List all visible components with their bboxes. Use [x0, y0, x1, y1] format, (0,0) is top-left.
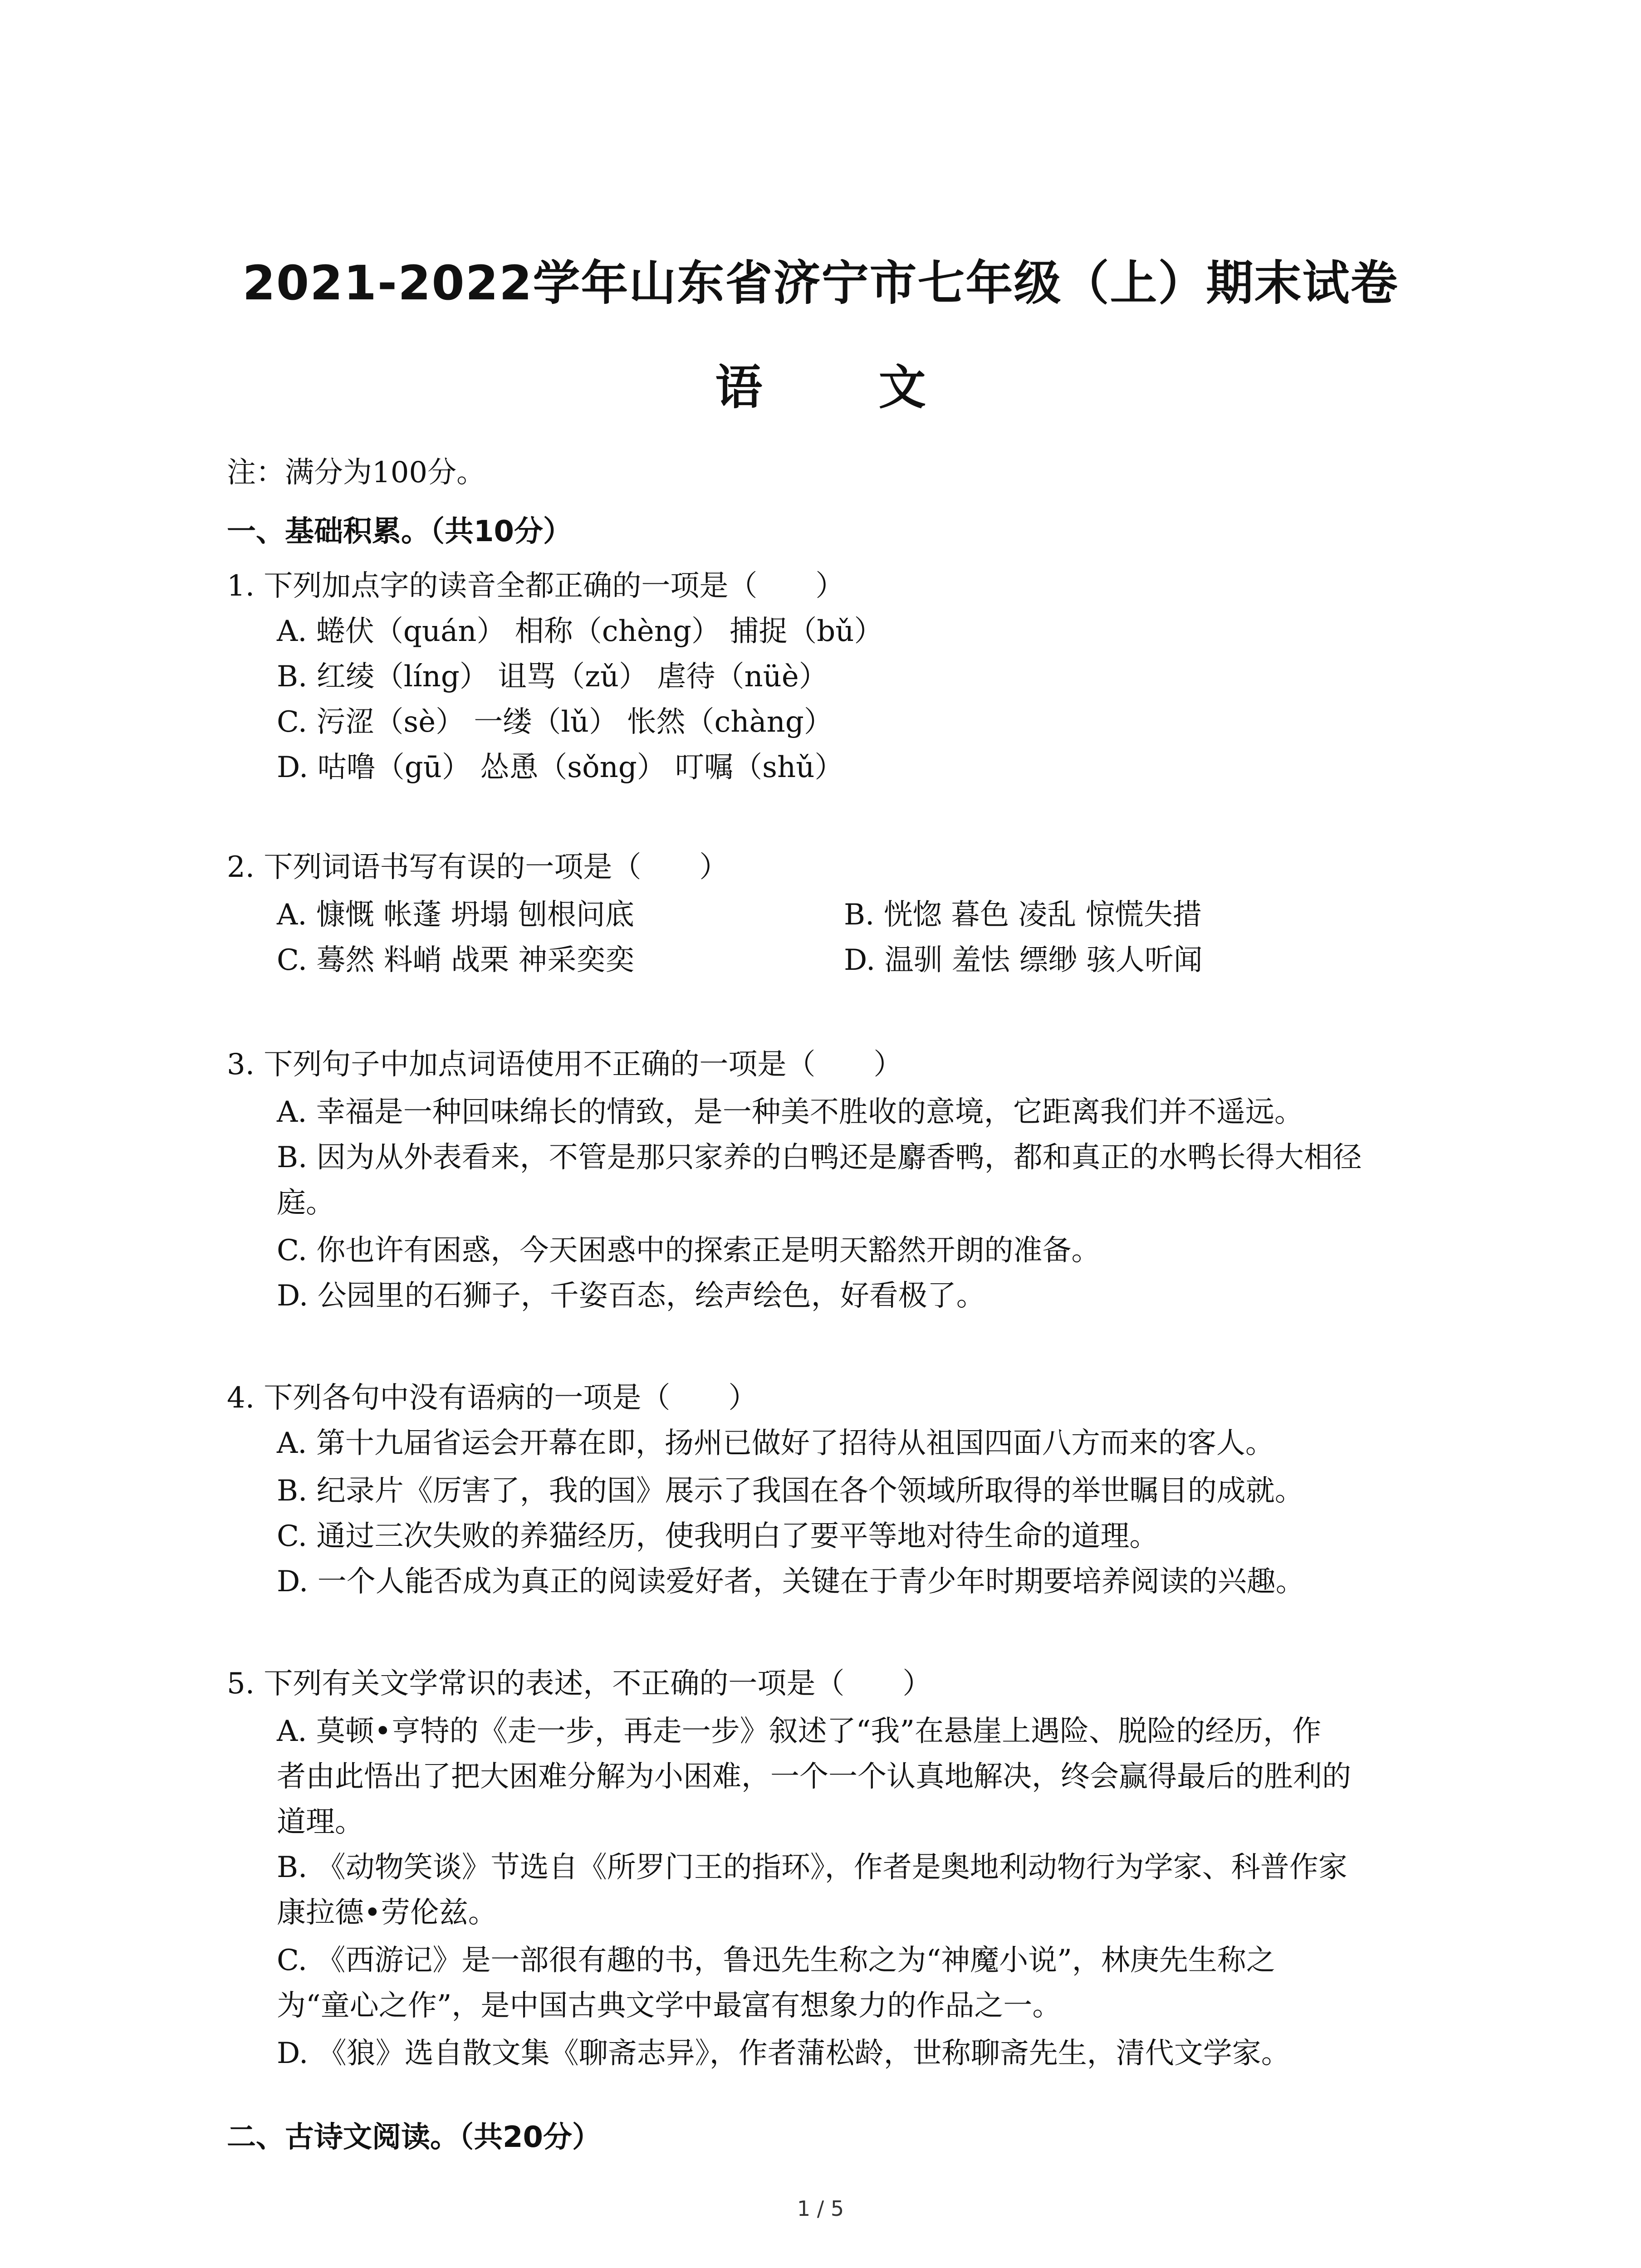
page-title: 2021-2022学年山东省济宁市七年级（上）期末试卷 [242, 255, 1399, 311]
question-2-option-b: B. 恍惚 暮色 凌乱 惊慌失措 [844, 898, 1202, 932]
question-5-option-a-line2: 者由此悟出了把大困难分解为小困难，一个一个认真地解决，终会赢得最后的胜利的 [277, 1760, 1351, 1794]
question-3-option-c: C. 你也许有困惑，今天困惑中的探索正是明天豁然开朗的准备。 [277, 1234, 1101, 1267]
question-1-option-a: A. 蜷伏（quán） 相称（chèng） 捕捉（bǔ） [277, 615, 883, 648]
question-1-option-b: B. 红绫（líng） 诅骂（zǔ） 虐待（nüè） [277, 660, 828, 694]
page-number: 1 / 5 [797, 2196, 844, 2221]
question-2-option-c: C. 蓦然 料峭 战栗 神采奕奕 [277, 943, 635, 977]
question-5-option-b-line1: B. 《动物笑谈》节选自《所罗门王的指环》，作者是奥地利动物行为学家、科普作家 [277, 1851, 1347, 1884]
question-2-option-a: A. 慷慨 帐蓬 坍塌 刨根问底 [277, 898, 634, 932]
subject-heading: 语 文 [715, 360, 976, 415]
question-1-option-c: C. 污涩（sè） 一缕（lǔ） 怅然（chàng） [277, 705, 833, 739]
question-5-option-d: D. 《狼》选自散文集《聊斋志异》，作者蒲松龄，世称聊斋先生，清代文学家。 [277, 2037, 1290, 2070]
question-3-option-b-line2: 庭。 [277, 1186, 335, 1220]
question-5-option-a-line3: 道理。 [277, 1805, 364, 1839]
question-5-option-a-line1: A. 莫顿•亨特的《走一步，再走一步》叙述了“我”在悬崖上遇险、脱险的经历，作 [277, 1715, 1322, 1748]
question-4-option-c: C. 通过三次失败的养猫经历，使我明白了要平等地对待生命的道理。 [277, 1520, 1159, 1553]
question-1-stem: 1. 下列加点字的读音全都正确的一项是（ ） [227, 569, 845, 603]
question-2-stem: 2. 下列词语书写有误的一项是（ ） [227, 850, 729, 884]
section-heading-2: 二、古诗文阅读。（共20分） [227, 2121, 602, 2154]
question-4-stem: 4. 下列各句中没有语病的一项是（ ） [227, 1381, 758, 1415]
question-4-option-b: B. 纪录片《厉害了，我的国》展示了我国在各个领域所取得的举世瞩目的成就。 [277, 1474, 1304, 1508]
question-5-stem: 5. 下列有关文学常识的表述，不正确的一项是（ ） [227, 1667, 932, 1701]
question-5-option-c-line2: 为“童心之作”，是中国古典文学中最富有想象力的作品之一。 [277, 1989, 1062, 2023]
question-4-option-d: D. 一个人能否成为真正的阅读爱好者，关键在于青少年时期要培养阅读的兴趣。 [277, 1565, 1305, 1598]
question-4-option-a: A. 第十九届省运会开幕在即，扬州已做好了招待从祖国四面八方而来的客人。 [277, 1427, 1274, 1460]
question-3-option-a: A. 幸福是一种回味绵长的情致，是一种美不胜收的意境，它距离我们并不遥远。 [277, 1095, 1303, 1129]
score-note: 注：满分为100分。 [227, 456, 486, 489]
question-5-option-b-line2: 康拉德•劳伦兹。 [277, 1896, 497, 1930]
question-1-option-d: D. 咕噜（gū） 怂恿（sǒng） 叮嘱（shǔ） [277, 751, 844, 784]
question-3-option-d: D. 公园里的石狮子，千姿百态，绘声绘色，好看极了。 [277, 1279, 985, 1313]
section-heading-1: 一、基础积累。（共10分） [227, 515, 573, 548]
question-5-option-c-line1: C. 《西游记》是一部很有趣的书，鲁迅先生称之为“神魔小说”，林庚先生称之 [277, 1944, 1275, 1977]
question-3-option-b-line1: B. 因为从外表看来，不管是那只家养的白鸭还是麝香鸭，都和真正的水鸭长得大相径 [277, 1141, 1362, 1174]
question-2-option-d: D. 温驯 羞怯 缥缈 骇人听闻 [844, 943, 1203, 977]
question-3-stem: 3. 下列句子中加点词语使用不正确的一项是（ ） [227, 1048, 903, 1081]
